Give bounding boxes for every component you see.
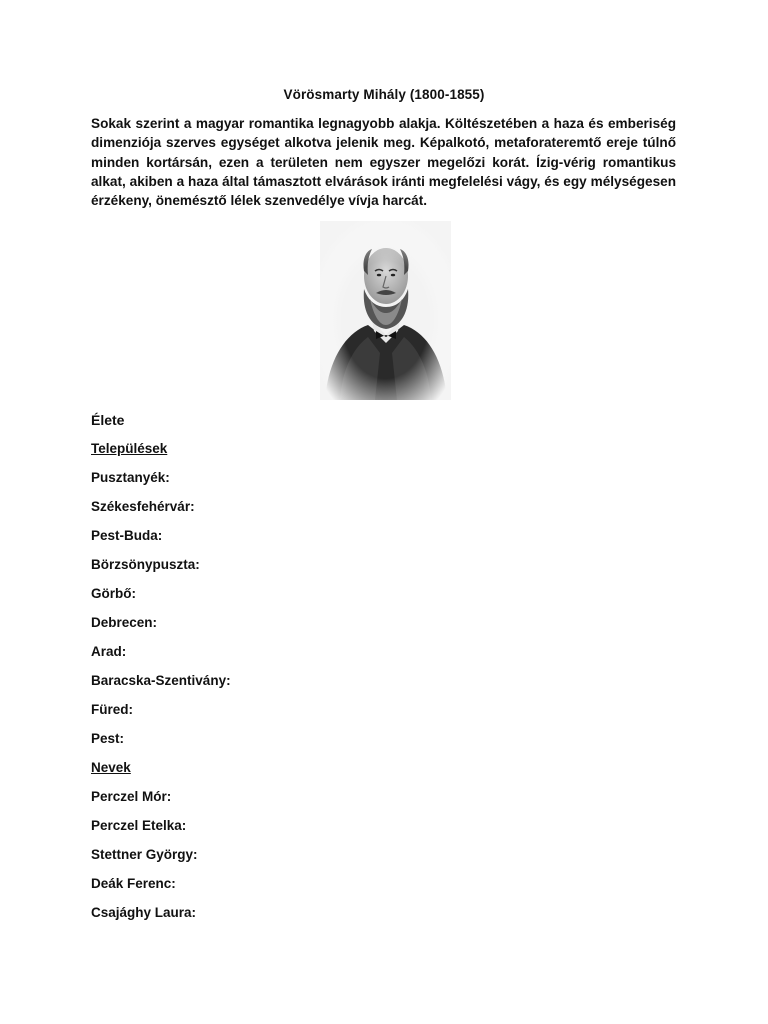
list-item: Stettner György: (91, 847, 198, 862)
list-item: Székesfehérvár: (91, 499, 195, 514)
life-section (91, 409, 491, 931)
list-item: Perczel Etelka: (91, 818, 187, 833)
portrait-image (320, 221, 451, 400)
document-title: Vörösmarty Mihály (1800-1855) (283, 87, 485, 102)
list-item: Görbő: (91, 586, 136, 601)
list-item: Füred: (91, 702, 133, 717)
list-item: Pest-Buda: (91, 528, 163, 543)
list-item: Debrecen: (91, 615, 158, 630)
list-item: Csajághy Laura: (91, 905, 197, 920)
list-item: Börzsönypuszta: (91, 557, 200, 572)
list-item: Baracska-Szentivány: (91, 673, 231, 688)
life-heading: Élete (91, 412, 125, 428)
list-item: Arad: (91, 644, 127, 659)
list-item: Deák Ferenc: (91, 876, 176, 891)
portrait-photo-icon (320, 221, 451, 400)
intro-paragraph: Sokak szerint a magyar romantika legnagyobb alakja. Költészetében a haza és emberiség dimenziója szerves egységet alkotva jelenik meg. Képalkotó, metaforateremtő ereje túlnő minden kortársán, ezen a területen nem egyszer megelőzi korát. Ízig-vérig romantikus alkat, akiben a haza által támasztott elvárások iránti megfelelési vágy, és egy mélységesen érzékeny, önemésztő lélek szenvedélye vívja harcát. (91, 116, 676, 209)
list-item: Perczel Mór: (91, 789, 172, 804)
names-heading: Nevek (91, 760, 131, 775)
list-item: Pest: (91, 731, 125, 746)
list-item: Pusztanyék: (91, 470, 170, 485)
settlements-heading: Települések (91, 441, 168, 456)
